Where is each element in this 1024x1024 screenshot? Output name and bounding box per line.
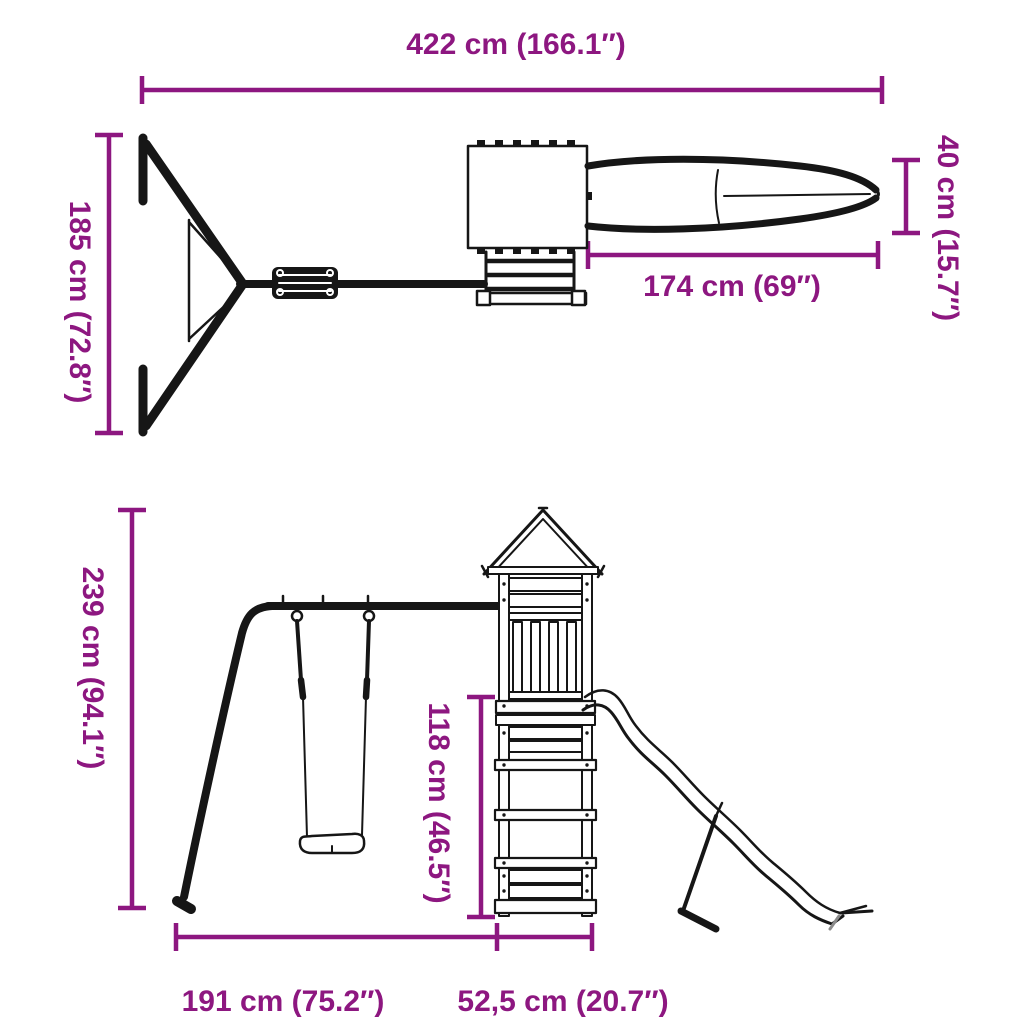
dim-frame-depth-line	[95, 135, 123, 433]
tower-platform-top-view	[468, 140, 592, 254]
slide-width-label: 40 cm (15.7″)	[931, 134, 964, 322]
swing-seat-side-view	[292, 611, 374, 853]
tower-side-view	[482, 508, 604, 916]
overall-width-label: 422 cm (166.1″)	[406, 28, 626, 61]
tower-depth-label: 52,5 cm (20.7″)	[457, 985, 669, 1018]
dim-slide-width-line	[892, 160, 920, 233]
access-ladder-top-view	[477, 252, 586, 305]
slide-top-view	[588, 159, 879, 229]
slide-side-view	[583, 690, 872, 929]
dim-platform-height-line	[467, 697, 495, 917]
overall-height-label: 239 cm (94.1″)	[76, 566, 109, 770]
platform-height-label: 118 cm (46.5″)	[422, 702, 455, 904]
frame-depth-label: 185 cm (72.8″)	[63, 200, 96, 404]
swing-seat-top-view	[272, 267, 338, 299]
dim-ground-widths-line	[176, 923, 592, 951]
dim-slide-length-line	[588, 241, 878, 269]
slide-length-label: 174 cm (69″)	[643, 270, 821, 303]
swing-section-width-label: 191 cm (75.2″)	[181, 985, 385, 1018]
dim-overall-height-line	[118, 510, 146, 908]
dim-overall-width-line	[142, 76, 882, 104]
